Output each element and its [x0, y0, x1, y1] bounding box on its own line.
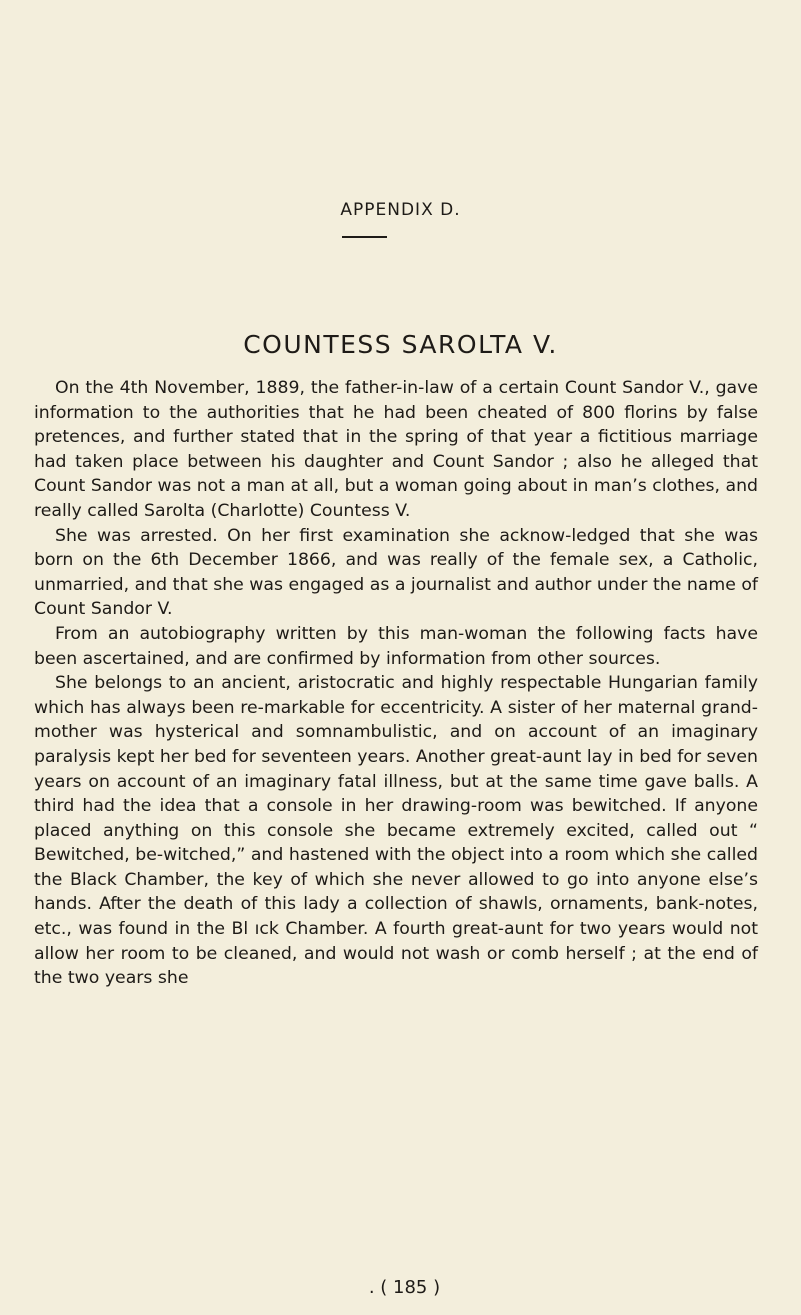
paragraph: She was arrested. On her first examination she acknow-ledged that she was born on the 6th December 1866, and was really of the female sex, a Catholic, unmarried, and that she was engaged as a journalist and author under the name of Count Sandor V. — [34, 525, 759, 620]
appendix-heading: APPENDIX D. — [340, 200, 461, 220]
paragraph: From an autobiography written by this man-woman the following facts have been ascertained, and are confirmed by information from other sources. — [34, 623, 758, 669]
body-text — [34, 376, 758, 991]
heading-rule — [342, 236, 387, 238]
chapter-title: COUNTESS SAROLTA V. — [243, 330, 558, 359]
paragraph: On the 4th November, 1889, the father-in-law of a certain Count Sandor V., gave information to the authorities that he had been cheated of 800 florins by false pretences, and further stated that in the spring of that year a fictitious marriage had taken place between his daughter and Count Sandor ; also he alleged that Count Sandor was not a man at all, but a woman going about in man’s clothes, and really called Sarolta (Charlotte) Countess V. — [34, 378, 758, 521]
page-number: . ( 185 ) — [368, 1277, 441, 1298]
paragraph: She belongs to an ancient, aristocratic and highly respectable Hungarian family which has always been re-markable for eccentricity. A sister of her maternal grand-mother was hysterical and somnambulistic, and on account of an imaginary paralysis kept her bed for seventeen years. Another great-aunt lay in bed for seven years on account of an imaginary fatal illness, but at the same time gave balls. A third had the idea that a console in her drawing-room was bewitched. If anyone placed anything on this console she became extremely excited, called out “ Bewitched, be-witched,” and hastened with the object into a room which she called the Black Chamber, the key of which she never allowed to go into anyone else’s hands. After the death of this lady a collection of shawls, ornaments, bank-notes, etc., was found in the Bl ıck Chamber. A fourth great-aunt for two years would not allow her room to be cleaned, and would not wash or comb herself ; at the end of the two years she — [34, 673, 758, 989]
